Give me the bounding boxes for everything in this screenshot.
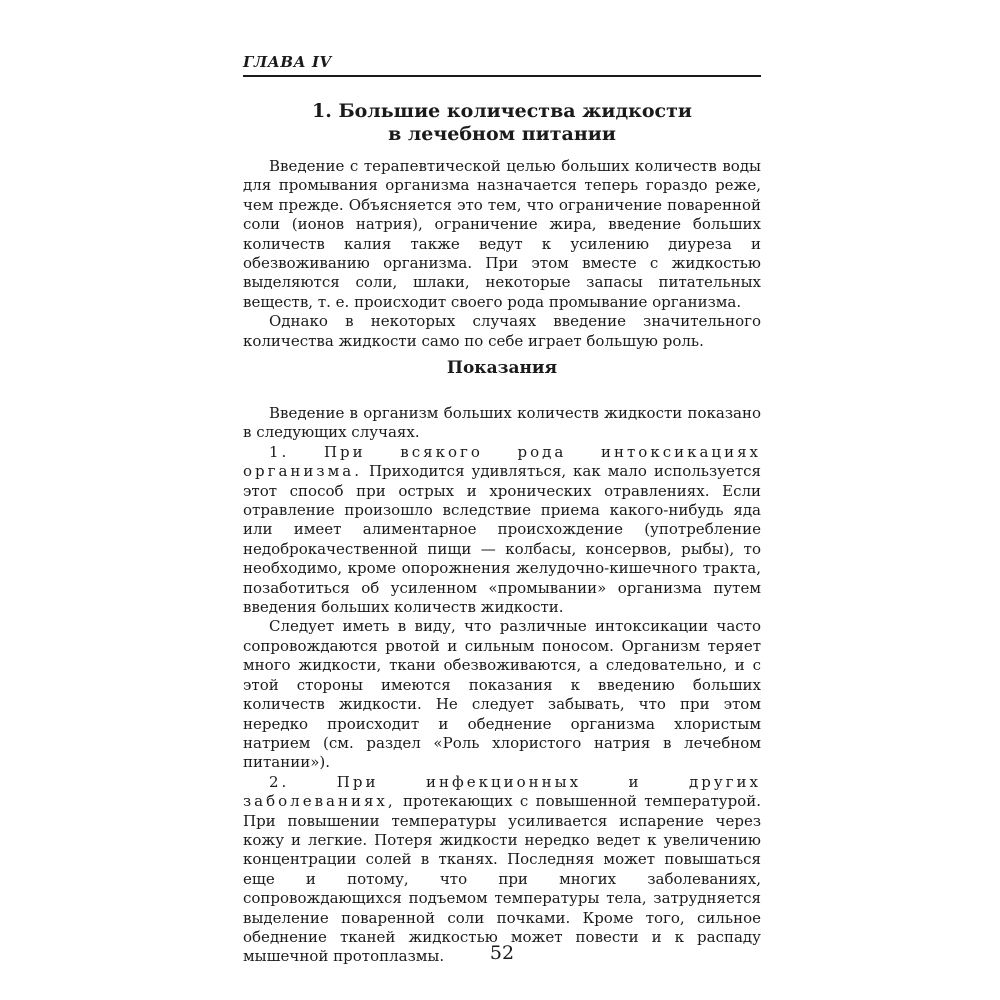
paragraph: Следует иметь в виду, что различные интоксикации часто сопровождаются рвотой и сильным поносом. Организм теряет много жидкости, ткани обезвоживаются, а следовательно, и с этой стороны имеются показания к введению больших количеств жидкости. Не следует забывать, что при этом нередко происходит и обеднение организма хлористым натрием (см. раздел «Роль хлористого натрия в лечебном питании»).: [243, 617, 761, 772]
indication-item-1-text: Приходится удивляться, как мало используется этот способ при острых и хронических отравлениях. Если отравление произошло вследствие приема какого-нибудь яда или имеет алиментарное происхождение (употребление недоброкачественной пищи — колбасы, консервов, рыбы), то необходимо, кроме опорожнения желудочно-кишечного тракта, позаботиться об усиленном «промывании» организма путем введения больших количеств жидкости.: [243, 462, 761, 617]
section-title-line-1: 1. Большие количества жидкости: [312, 100, 692, 122]
indications-intro: Введение в организм больших количеств жидкости показано в следующих случаях.: [243, 404, 761, 442]
paragraph: Введение с терапевтической целью больших количеств воды для промывания организма назначается теперь гораздо реже, чем прежде. Объясняется это тем, что ограничение поваренной соли (ионов натрия), ограничение жира, введение больших количеств калия также ведут к усилению диуреза и обезвоживанию организма. При этом вместе с жидкостью выделяются соли, шлаки, некоторые запасы питательных веществ, т. е. происходит своего рода промывание организма.: [243, 157, 761, 311]
indication-item-2-text: протекающих с повышенной температурой. При повышении температуры усиливается испарение через кожу и легкие. Потеря жидкости нередко ведет к увеличению концентрации солей в тканях. Последняя может повышаться еще и потому, что при многих заболеваниях, сопровождающихся подъемом температуры тела, затрудняется выделение поваренной соли почками. Кроме того, сильное обеднение тканей жидкостью может повести и к распаду мышечной протоплазмы.: [243, 792, 761, 966]
subsection-title: Показания: [446, 358, 558, 378]
running-head: ГЛАВА IV: [243, 53, 332, 71]
indications-body: [243, 404, 761, 967]
indication-item-1-heading: 1. При всякого рода интоксикациях организма.: [243, 442, 761, 481]
section-title-line-2: в лечебном питании: [388, 123, 616, 145]
header-rule: [243, 75, 761, 77]
indication-item-1: [243, 443, 761, 618]
indication-item-2: [243, 773, 761, 967]
paragraph: Однако в некоторых случаях введение значительного количества жидкости само по себе играет большую роль.: [243, 312, 761, 350]
section-body: [243, 157, 761, 351]
page-number: 52: [489, 942, 515, 964]
section-title: [243, 100, 761, 146]
indication-item-2-heading: 2. При инфекционных и других заболеваниях,: [243, 772, 761, 811]
